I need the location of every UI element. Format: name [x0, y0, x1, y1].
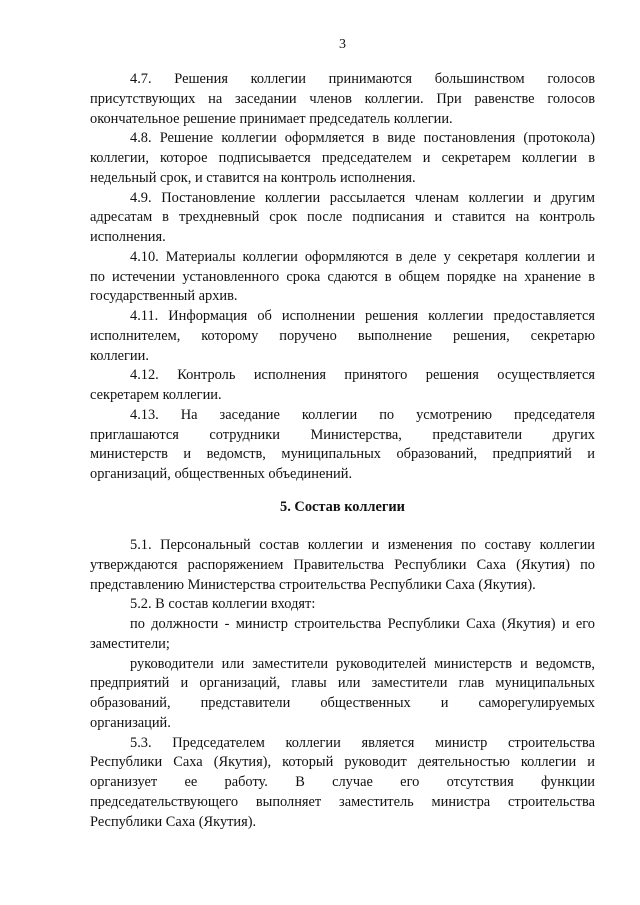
paragraph-ex-officio [90, 615, 595, 655]
paragraph-4-10 [90, 248, 595, 307]
text-line: 4.9. Постановление коллегии рассылается членам коллегии и другим [130, 189, 595, 206]
text-line: председательствующего выполняет заместитель министра строительства [90, 793, 595, 810]
text-line: министерств и ведомств, муниципальных образований, предприятий и [90, 446, 595, 463]
text-line: 5.2. В состав коллегии входят: [130, 596, 316, 613]
paragraph-5-2 [90, 595, 595, 615]
paragraph-4-8 [90, 129, 595, 188]
text-line: секретарем коллегии. [90, 387, 222, 403]
paragraph-5-1 [90, 536, 595, 595]
text-line: организует ее работу. В случае его отсутствия функции [90, 774, 595, 790]
text-line: организаций, общественных объединений. [90, 466, 353, 482]
text-line: по истечении установленного срока сдаются в общем порядке на хранение в [90, 268, 595, 285]
text-line: 4.10. Материалы коллегии оформляются в деле у секретаря коллегии и [130, 248, 595, 265]
text-line: коллегии, которое подписывается председателем и секретарем коллегии в [90, 150, 595, 166]
text-line: 5.3. Председателем коллегии является министр строительства [130, 734, 595, 751]
paragraph-heads [90, 655, 595, 734]
text-line: 4.8. Решение коллегии оформляется в виде постановления (протокола) [130, 130, 595, 147]
text-line: присутствующих на заседании членов коллегии. При равенстве голосов [90, 90, 595, 107]
paragraph-4-12 [90, 366, 595, 406]
paragraph-5-3 [90, 734, 595, 833]
text-line: адресатам в трехдневный срок после подписания и ставится на контроль [90, 209, 595, 226]
text-line: организаций. [90, 714, 171, 731]
text-line: образований, представители общественных и саморегулируемых [90, 695, 595, 711]
text-line: утверждаются распоряжением Правительства Республики Саха (Якутия) по [90, 556, 595, 573]
text-line: 4.13. На заседание коллегии по усмотрению председателя [130, 406, 595, 423]
text-line: 4.11. Информация об исполнении решения коллегии предоставляется [130, 308, 595, 324]
text-line: исполнения. [90, 229, 166, 245]
text-line: коллегии. [90, 347, 149, 364]
text-line: недельный срок, и ставится на контроль исполнения. [90, 169, 416, 186]
text-line: 4.7. Решения коллегии принимаются большинством голосов [130, 71, 595, 87]
section-5 [90, 536, 595, 832]
paragraph-4-13 [90, 406, 595, 485]
paragraph-4-7 [90, 70, 595, 129]
section-4 [90, 70, 595, 485]
text-line: 4.12. Контроль исполнения принятого решения осуществляется [130, 367, 595, 384]
text-line: Республики Саха (Якутия), который руководит деятельностью коллегии и [90, 754, 595, 771]
text-line: заместители; [90, 635, 170, 652]
paragraph-4-11 [90, 307, 595, 366]
text-line: предприятий и организаций, главы или заместители глав муниципальных [90, 675, 595, 692]
paragraph-4-9 [90, 189, 595, 248]
text-line: представлению Министерства строительства Республики Саха (Якутия). [90, 576, 536, 593]
text-line: исполнителем, которому поручено выполнение решения, секретарю [90, 327, 595, 344]
page-number: 3 [339, 37, 346, 52]
text-line: окончательное решение принимает председатель коллегии. [90, 110, 453, 127]
text-line: 5.1. Персональный состав коллегии и изменения по составу коллегии [130, 537, 595, 553]
text-line: приглашаются сотрудники Министерства, представители других [90, 426, 595, 443]
text-line: руководители или заместители руководителей министерств и ведомств, [130, 655, 595, 672]
section-5-heading: 5. Состав коллегии [280, 499, 405, 515]
text-line: государственный архив. [90, 288, 238, 305]
text-line: Республики Саха (Якутия). [90, 813, 257, 830]
text-line: по должности - министр строительства Республики Саха (Якутия) и его [130, 616, 595, 632]
